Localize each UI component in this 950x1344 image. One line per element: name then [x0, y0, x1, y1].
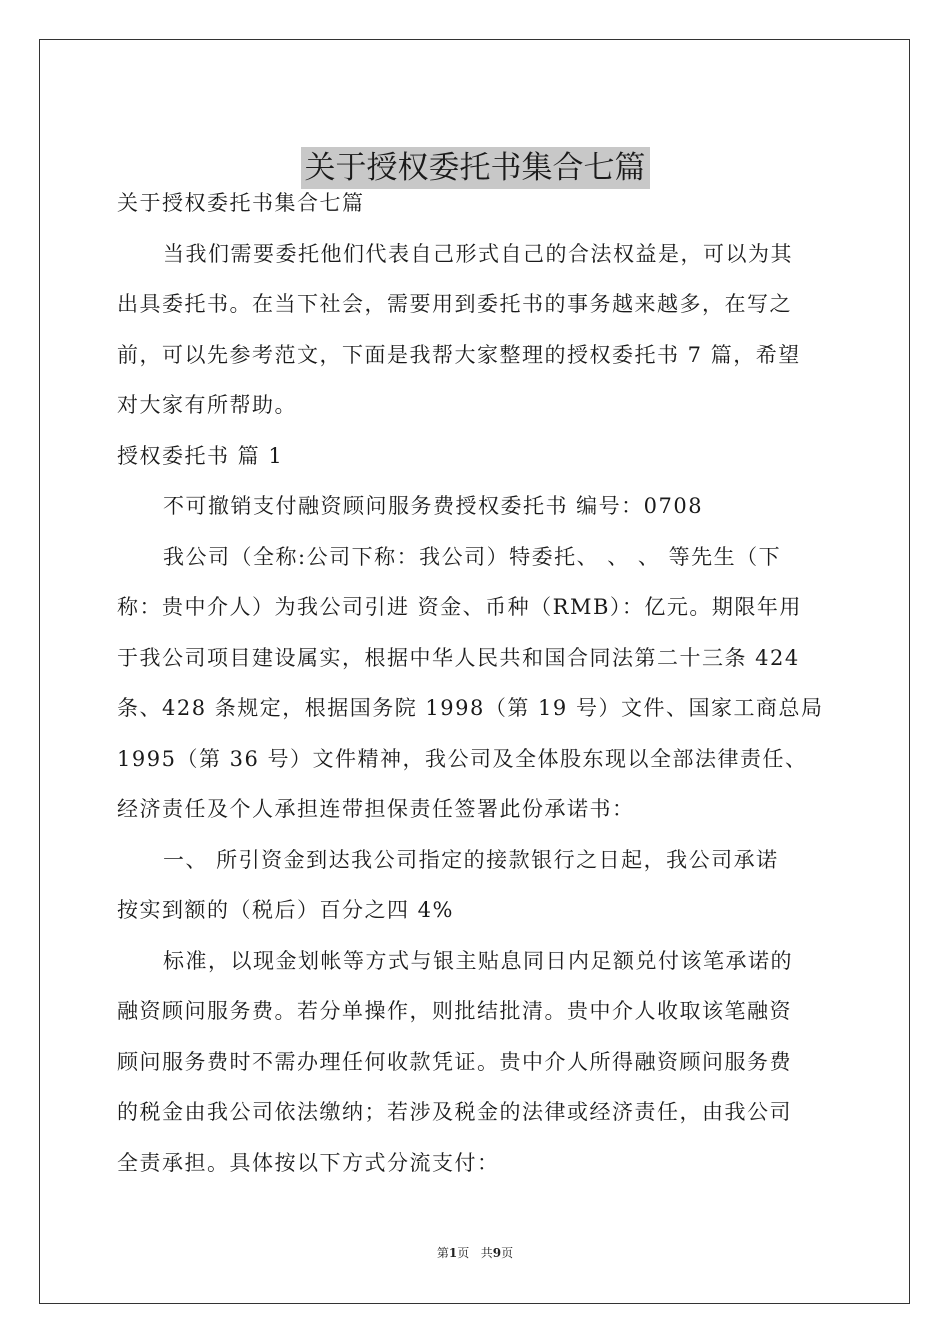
page-prefix: 第 — [436, 1246, 449, 1260]
text-line: 对大家有所帮助。 — [117, 393, 297, 417]
text-line: 我公司（全称:公司下称：我公司）特委托、 、 、 等先生（下 — [163, 544, 782, 569]
text-line: 出具委托书。在当下社会，需要用到委托书的事务越来越多，在写之 — [117, 292, 792, 316]
text-line: 当我们需要委托他们代表自己形式自己的合法权益是，可以为其 — [163, 241, 793, 266]
document-body — [117, 178, 835, 1188]
total-suffix: 页 — [501, 1246, 514, 1260]
text-line: 前，可以先参考范文，下面是我帮大家整理的授权委托书 7 篇，希望 — [117, 342, 801, 367]
total-prefix: 共 — [480, 1246, 493, 1260]
text-line: 标准，以现金划帐等方式与银主贴息同日内足额兑付该笔承诺的 — [163, 948, 793, 973]
text-line: 全责承担。具体按以下方式分流支付： — [117, 1150, 500, 1175]
text-line: 经济责任及个人承担连带担保责任签署此份承诺书： — [117, 797, 635, 821]
total-pages: 9 — [492, 1246, 502, 1260]
text-line: 关于授权委托书集合七篇 — [117, 191, 365, 215]
text-line: 的税金由我公司依法缴纳；若涉及税金的法律或经济责任，由我公司 — [117, 1100, 792, 1124]
page-suffix: 页 — [457, 1246, 470, 1260]
text-line: 顾问服务费时不需办理任何收款凭证。贵中介人所得融资顾问服务费 — [117, 1049, 792, 1074]
page-footer — [0, 1244, 950, 1261]
text-line: 融资顾问服务费。若分单操作，则批结批清。贵中介人收取该笔融资 — [117, 999, 792, 1023]
text-line: 条、428 条规定，根据国务院 1998（第 19 号）文件、国家工商总局 — [117, 696, 824, 720]
page-number: 1 — [448, 1246, 458, 1260]
text-line: 于我公司项目建设属实，根据中华人民共和国合同法第二十三条 424 — [117, 645, 800, 670]
text-line: 不可撤销支付融资顾问服务费授权委托书 编号：0708 — [163, 494, 704, 518]
document-title: 关于授权委托书集合七篇 — [301, 147, 650, 189]
text-line: 1995（第 36 号）文件精神，我公司及全体股东现以全部法律责任、 — [117, 746, 808, 771]
text-line: 按实到额的（税后）百分之四 4% — [117, 898, 454, 922]
text-line: 一、 所引资金到达我公司指定的接款银行之日起，我公司承诺 — [163, 847, 779, 872]
text-line: 称：贵中介人）为我公司引进 资金、币种（RMB）：亿元。期限年用 — [117, 595, 802, 619]
text-line: 授权委托书 篇 1 — [117, 443, 284, 468]
